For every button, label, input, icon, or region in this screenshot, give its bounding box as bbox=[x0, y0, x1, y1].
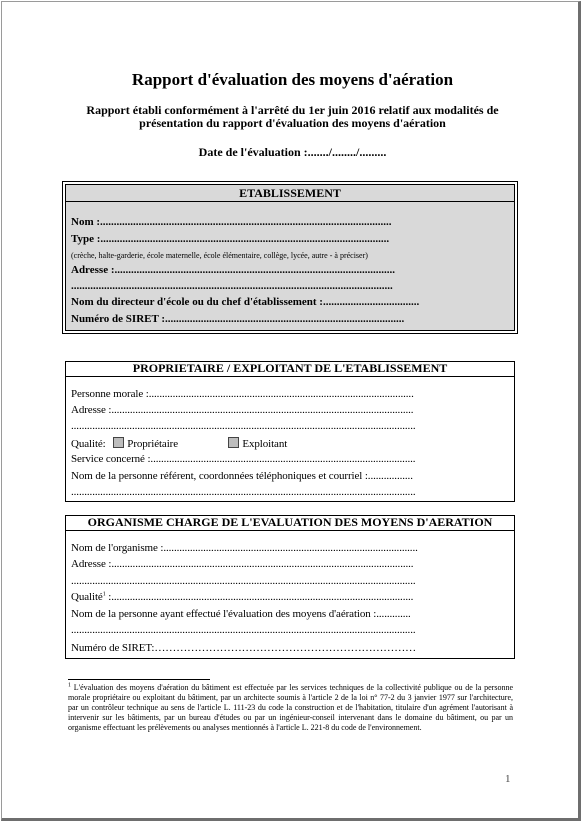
footnote-reference: 1 bbox=[102, 591, 106, 598]
exploitant-checkbox[interactable] bbox=[228, 437, 239, 448]
etablissement-siret-field[interactable]: Numéro de SIRET :....................................................................................... bbox=[71, 313, 405, 325]
proprietaire-personne-morale-field[interactable]: Personne morale :.................................................................................................... bbox=[71, 388, 414, 400]
organisme-adresse-field[interactable]: Adresse :.................................................................................................................. bbox=[71, 558, 414, 570]
proprietaire-section bbox=[65, 361, 515, 502]
etablissement-section bbox=[65, 184, 515, 331]
organisme-siret-field[interactable]: Numéro de SIRET:……………………………………………………………… bbox=[71, 642, 416, 654]
page-number: 1 bbox=[505, 773, 511, 785]
organisme-nom-field[interactable]: Nom de l'organisme :................................................................................................ bbox=[71, 542, 418, 554]
footnote-text: L'évaluation des moyens d'aération du bâtiment est effectuée par les services techniques de la collectivité publique ou de la personne morale propriétaire ou exploitant du bâtiment, par un architecte soumis à l'article 2 de la loi n° 77-2 du 3 janvier 1977 sur l'architecture, par un contrôleur technique au sens de l'article L. 111-23 du code la construction et de l'habitation, titulaire d'un agrément l'autorisant à intervenir sur les bâtiments, par un bureau d'études ou par un ingénieur-conseil intervenant dans le domaine du bâtiment, ou par un organisme effectuant les prélèvements ou analyses mentionnés à l'article L. 221-8 du code de l'environnement. bbox=[68, 683, 513, 732]
etablissement-adresse-cont-field[interactable]: ..................................................................................................................... bbox=[71, 280, 393, 292]
organisme-personne-field[interactable]: Nom de la personne ayant effectué l'évaluation des moyens d'aération :............. bbox=[71, 608, 411, 620]
document-subtitle: Rapport établi conformément à l'arrêté du 1er juin 2016 relatif aux modalités de présentation du rapport d'évaluation des moyens d'aération bbox=[86, 103, 499, 130]
proprietaire-adresse-cont-field[interactable]: .................................................................................................................................. bbox=[71, 420, 416, 432]
organisme-personne-cont-field[interactable]: .................................................................................................................................. bbox=[71, 624, 416, 636]
proprietaire-referent-field[interactable]: Nom de la personne référent, coordonnées téléphoniques et courriel :................. bbox=[71, 470, 413, 482]
evaluation-date-line: Date de l'évaluation :......./......../......... bbox=[198, 145, 387, 159]
etablissement-nom-field[interactable]: Nom :.......................................................................................................... bbox=[71, 216, 392, 228]
proprietaire-qualite-row bbox=[71, 437, 287, 451]
proprietaire-adresse-field[interactable]: Adresse :.................................................................................................................. bbox=[71, 404, 414, 416]
organisme-heading: ORGANISME CHARGE DE L'EVALUATION DES MOYENS D'AERATION bbox=[66, 516, 514, 531]
etablissement-heading: ETABLISSEMENT bbox=[66, 185, 514, 202]
document-title: Rapport d'évaluation des moyens d'aération bbox=[131, 70, 454, 89]
etablissement-directeur-field[interactable]: Nom du directeur d'école ou du chef d'établissement :................................... bbox=[71, 296, 420, 308]
proprietaire-service-field[interactable]: Service concerné :.................................................................................................... bbox=[71, 453, 416, 465]
organisme-qualite-label: Qualité bbox=[71, 591, 103, 603]
proprietaire-heading: PROPRIETAIRE / EXPLOITANT DE L'ETABLISSEMENT bbox=[66, 362, 514, 377]
qualite-label: Qualité: bbox=[71, 438, 106, 450]
organisme-section bbox=[65, 515, 515, 659]
etablissement-type-field[interactable]: Type :......................................................................................................... bbox=[71, 233, 390, 245]
footnote-mark: 1 bbox=[68, 682, 71, 689]
organisme-qualite-field[interactable] bbox=[71, 591, 413, 604]
organisme-qualite-dots: :.................................................................................................................. bbox=[105, 591, 414, 603]
proprietaire-checkbox[interactable] bbox=[113, 437, 124, 448]
proprietaire-referent-cont-field[interactable]: .................................................................................................................................. bbox=[71, 486, 416, 498]
etablissement-type-hint: (crèche, halte-garderie, école maternelle, école élémentaire, collège, lycée, autre - à préciser) bbox=[71, 251, 368, 260]
footnote-separator bbox=[68, 679, 210, 680]
etablissement-adresse-field[interactable]: Adresse :...................................................................................................... bbox=[71, 264, 395, 276]
organisme-adresse-cont-field[interactable]: .................................................................................................................................. bbox=[71, 575, 416, 587]
footnote bbox=[68, 683, 513, 733]
exploitant-option-label: Exploitant bbox=[242, 438, 288, 450]
proprietaire-option-label: Propriétaire bbox=[127, 438, 179, 450]
